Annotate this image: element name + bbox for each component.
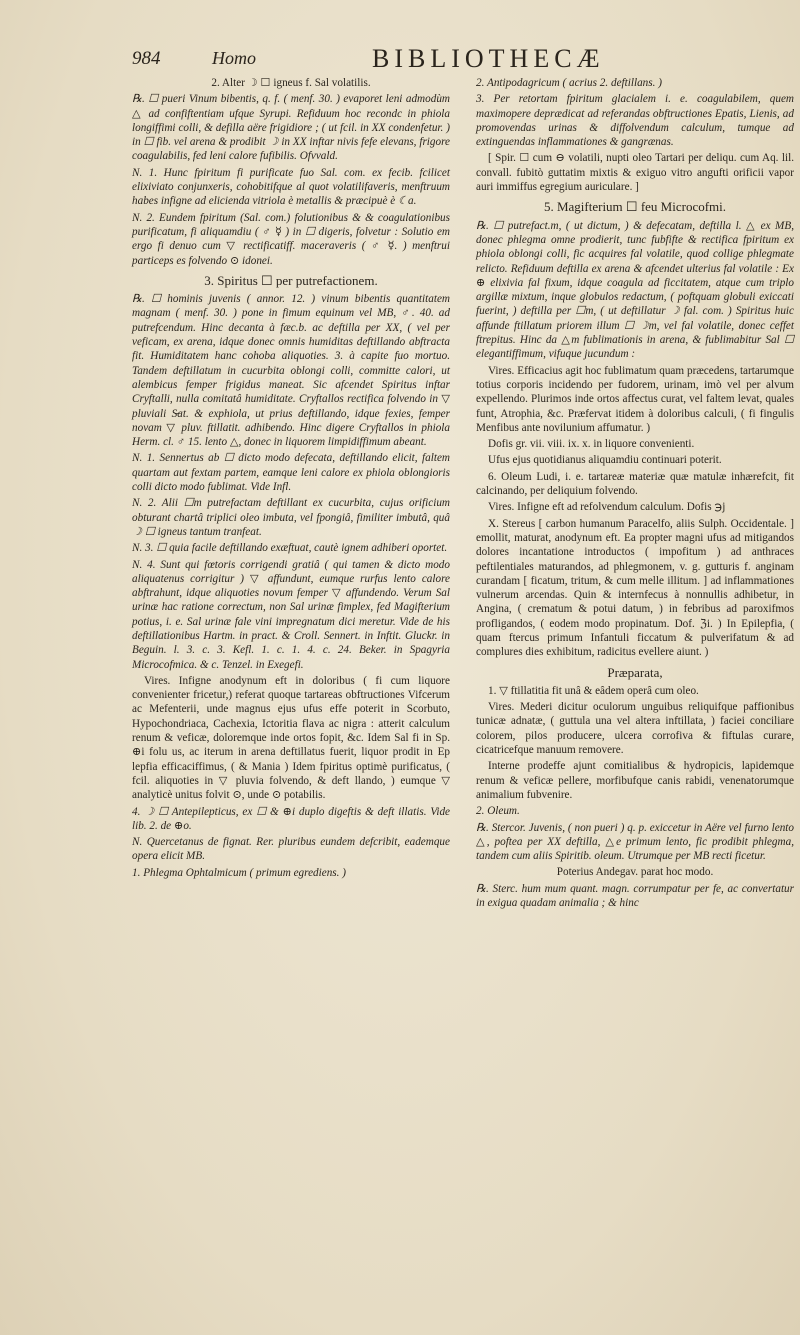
paragraph: N. 2. Eundem fpiritum (Sal. com.) folutionibus & & coagulationibus purificatum, fi aliquamdiu ( ♂ ☿ ) in ☐ digeris, folvetur : Solutio em ergo fi denuo cum ▽ rectificatiff. maceraveris ( ♂ ☿. ) menftrui particeps es folvendo ⊙ idonei. [132, 211, 450, 267]
right-column [476, 76, 794, 912]
paragraph: X. Stereus [ carbon humanum Paracelfo, aliis Sulph. Occidentale. ] emollit, maturat, anodynum eft. Ea propter magni ufus ad mitigandos dolores incantatione introductos ( impofitum ) ad anthraces peftilentiales maturandos, ad phlegmonem, v. g. gutturis f. anginam curandam [ ficatum, tritum, & cum melle illitum. ] ad inflammationes vulnerum arcendas. Quin & internfecus à nonnullis adhibetur, in Angina, ( crematum & potui datum, ) in febribus ad paroxifmos profligandos, ( eodem modo propinatum. Dof. ℨi. ) In Epilepfia, ( quam ftercus primum Infantuli ficcatum & pulverifatum & ad complures dies exhibitum, radicitus evellere aiunt. ) [476, 517, 794, 659]
paragraph: ℞. ☐ hominis juvenis ( annor. 12. ) vinum bibentis quantitatem magnam ( menf. 30. ) pone in fimum equinum vel MB, ♂. 40. ad putrefcendum. Hinc decanta à fæc.b. ac deftilla per XX, ( vel per veficam, ex arena, idque donec omnis humiditas deftillando abftracta fit. Humiditatem hanc cohoba aliquoties. 3. à capite fuo mortuo. Tandem deftillatum in cucurbita oblongi colli, committe calori, ut alembicus femper frigidus maneat. Sic afcendet Spiritus inftar Cryftalli, nulla comitatâ humiditate. Cryftallos rectifica folvendo in ▽ pluviali S̶at. & exphiola, ut prius deftillando, idque fexies, femper novam ▽ pluv. ftillatit. adhibendo. Hinc digere Cryftallos in phiola Herm. cl. ♂ 15. lento △, donec in liquorem limpidiffimum abeant. [132, 293, 450, 449]
paragraph: 1. Phlegma Ophtalmicum ( primum egrediens. ) [132, 866, 346, 879]
paragraph: Vires. Mederi dicitur oculorum unguibus reliquifque paffionibus tunicæ adnatæ, ( guttula una vel altera inftillata, ) faciei conciliare colorem, pilos producere, ulcera corrofiva & fiftulas curare, cicatricefque manuum removere. [476, 701, 794, 757]
paragraph: 6. Oleum Ludi, i. e. tartareæ materiæ quæ matulæ inhærefcit, fit calcinando, per deliquium folvendo. [476, 470, 794, 498]
paragraph: ℞. ☐ pueri Vinum bibentis, q. f. ( menf. 30. ) evaporet leni admodùm △ ad confiftentiam ufque Syrupi. Refiduum hoc recondc in phiola longiffimi colli, & defilla aëre frigidiore ; ( ut fcil. in XX condenfetur. ) in ☐ fib. vel arena & prodibit ☽ in XX inftar nivis fefe elevans, frigore coagulabilis, fed leni calore fufibilis. Ofvvald. [132, 93, 450, 163]
paragraph: 1. ▽ ftillatitia fit unâ & eâdem operâ cum oleo. [488, 684, 699, 697]
paragraph: N. 2. Alii ☐m putrefactam deftillant ex cucurbita, cujus orificium obturant chartâ triplici oleo imbuta, vel fpongiâ, fimiliter imbutâ, quâ ☽ ☐ igneus tantum tranfeat. [132, 497, 450, 538]
page-header [132, 44, 782, 74]
page-number: 984 [132, 48, 161, 69]
paragraph: N. 3. ☐ quia facile deftillando exæftuat, cautè ignem adhiberi oportet. [132, 542, 448, 555]
paragraph: Ufus ejus quotidianus aliquamdiu continuari poterit. [488, 454, 722, 467]
paragraph: Interne prodeffe ajunt comitialibus & hydropicis, lapidemque renum & veficæ pellere, morfibufque canis rabidi, venenatorumque animalium fubvenire. [476, 760, 794, 801]
paragraph: Poterius Andegav. parat hoc modo. [556, 866, 714, 879]
paragraph: N. 1. Hunc fpiritum fi purificate fuo Sal. com. ex fecib. fcilicet elixiviato conjunxeris, cohobitifque al quot volatilifaveris, menftruum habes infigne ad elicienda vitriola è metallis & præcipuè è ☾a. [132, 166, 450, 208]
paragraph: Præparata, [607, 664, 663, 680]
paragraph: 3. Spiritus ☐ per putrefactionem. [204, 272, 378, 288]
paragraph: N. 4. Sunt qui fœtoris corrigendi gratiâ ( qui tamen & dicto modo aliquatenus corrigitur ) ▽ affundunt, eumque rurfus lento calore abftrahunt, idque aliquoties novum femper ▽ affundendo. Verum Sal urinæ hac ratione correctum, non Sal urinæ fimplex, fed Magifterium potius, i. e. Sal urinæ fale vini impregnatum dici meretur. Vide de his deftillationibus Hartm. in pract. & Croll. Sennert. in Inftit. Gluckr. in Beguin. l. 3. c. 3. Kefl. 1. c. 1. 4. c. 24. Beker. in Spagyria Microcofmica. & c. Tenzel. in Exegefi. [132, 558, 450, 671]
paragraph: Vires. Infigne anodynum eft in doloribus ( fi cum liquore convenienter fricetur,) referat quoque tartareas obftructiones Vifcerum ac Mefenterii, unde magnus ejus ufus effe poterit in Scorbuto, Hypochondriaca, Cachexia, Ictoritia flava ac nigra : atterit calculum renum & veficæ, doloremque inde ortos fopit, &c. Idem Sal fi in Sp. ⊕i folu us, ac iterum in arena deftillatus fuerit, liquor prodit in Ep lepfia efficaciffimus, ( & Mania ) Idem fpiritus optimè purificatus, ( fcil. aliquoties in ▽ pluvia folvendo, & deft llando, ) eumque ▽ analyticè unitus folvit ⊙, unde ⊙ potabilis. [132, 674, 450, 802]
paragraph: N. Quercetanus de fignat. Rer. pluribus eundem defcribit, eademque opera elicit MB. [132, 836, 450, 863]
book-title: BIBLIOTHECÆ [372, 44, 605, 73]
paragraph: Vires. Efficacius agit hoc fublimatum quam præcedens, tartarumque totius corporis incidendo per fudorem, urinam, imò vel per alvum expellendo. Plurimos inde ortos affectus curat, vel faltem levat, quales funt, Atrophia, &c. Præfervat itidem à doloribus calculi, ( fi fingulis Menfibus ante novilunium affumatur. ) [476, 364, 794, 434]
paragraph: 4. ☽ ☐ Antepilepticus, ex ☐ & ⊕i duplo digeftis & deft illatis. Vide lib. 2. de ⊕o. [132, 805, 450, 832]
paragraph: [ Spir. ☐ cum ⊖ volatili, nupti oleo Tartari per deliqu. cum Aq. lil. convall. fubitò guttatim mixtis & exiguo vitro angufti orificii vapor auri immiffus egregium auriculare. ] [476, 152, 794, 194]
paragraph: 5. Magifterium ☐ feu Microcofmi. [543, 199, 727, 215]
running-head: Homo [212, 48, 256, 68]
paragraph: Dofis gr. vii. viii. ix. x. in liquore convenienti. [488, 438, 695, 451]
paragraph: 3. Per retortam fpiritum glacialem i. e. coagulabilem, quem maximopere deprædicat ad referandas obftructiones Epatis, Lienis, ad promovendas urinas & diffolvendum calculum, tumque ad extinguendas inflammationes & gangrænas. [476, 93, 794, 149]
paragraph: ℞. ☐ putrefact.m, ( ut dictum, ) & defecatam, deftilla l. △ ex MB, donec phlegma omne prodierit, tunc fubfifte & rectifica fpiritum ex phiola oblongi colli, fic acquires fal volatile, quod collige phlegmate relicto. Refiduum deftilla ex arena & afcendet ulterius fal volatile : Ex ⊕ elixivia fal fixum, idque coagula ad ficcitatem, atque cum triplo argillæ mixtum, inque globulos redactum, ( poftquam globuli exiccati fuerint, ) deftilla per ☐m, ( ut deftillatur ☽ fal. com. ) Spiritus huic affunde ftillatum priorem illum ☐ ☽m, vel fal volatile, donec ceffet ftrepitus. Hinc da △m fublimationis in arena, & fublimabitur Sal ☐ elegantiffimum, vifuque jucundum : [476, 219, 794, 361]
paragraph: ℞. Sterc. hum mum quant. magn. corrumpatur per fe, ac convertatur in exigua quadam animalia ; & hinc [476, 882, 794, 910]
paragraph: Vires. Infigne eft ad refolvendum calculum. Dofis ℈j [488, 501, 726, 514]
paragraph: 2. Alter ☽ ☐ igneus f. Sal volatilis. [211, 77, 371, 89]
left-column [132, 76, 450, 882]
paragraph: N. 1. Sennertus ab ☐ dicto modo defecata, deftillando elicit, faltem quartam aut fextam partem, eamque leni calore ex phiola oblongioris colli dicto modo fublimat. Vide Infl. [132, 452, 450, 494]
paragraph: ℞. Stercor. Juvenis, ( non pueri ) q. p. exiccetur in Aëre vel furno lento △, poftea per XX deftilla, △e primum lento, fic prodibit phlegma, tandem cum aliis Spiritib. oleum. Utrumque per MB recti ficetur. [476, 821, 794, 863]
paragraph: 2. Antipodagricum ( acrius 2. deftillans. ) [476, 77, 662, 89]
paragraph: 2. Oleum. [476, 805, 520, 818]
